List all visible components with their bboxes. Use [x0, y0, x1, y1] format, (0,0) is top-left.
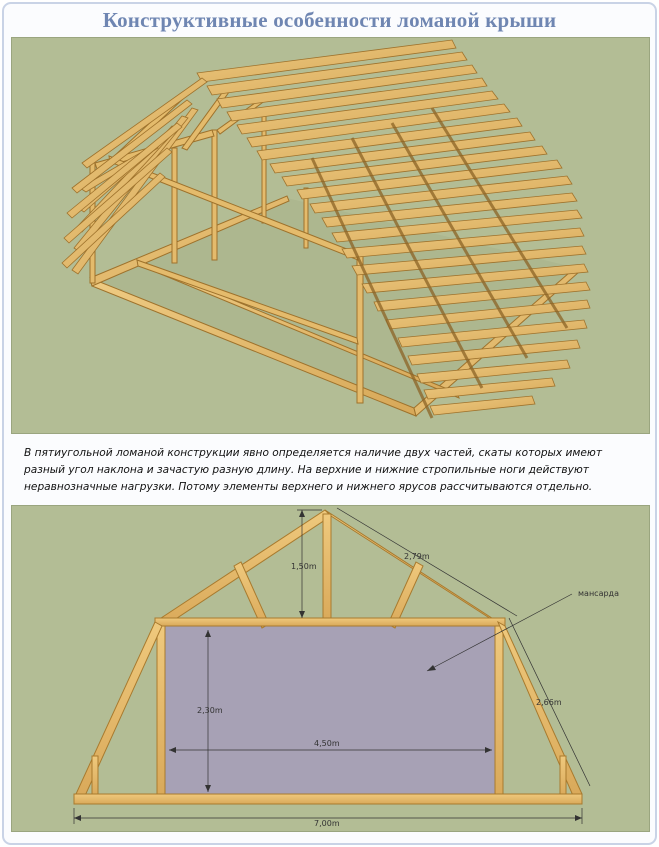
caption-line-1: В пятиугольной ломаной конструкции явно определяется наличие двух частей, скаты которых имеют: [24, 447, 603, 459]
room-height-label: 2,30m: [197, 706, 223, 715]
king-post: [323, 514, 331, 622]
knee-post-right: [560, 756, 566, 796]
room-width-label: 4,50m: [314, 739, 340, 748]
section-svg: [12, 506, 649, 831]
roof-section-drawing: [11, 505, 650, 832]
lower-rafter-left: [76, 622, 162, 798]
roof-3d-illustration: [11, 37, 650, 434]
total-width-label: 7,00m: [314, 819, 340, 828]
knee-post-left: [92, 756, 98, 796]
lower-rafter-label: 2,66m: [536, 698, 562, 707]
roof-3d-drawing: [12, 38, 649, 433]
caption-line-2: разный угол наклона и зачастую разную длину. На верхние и нижние стропильные ноги действуют: [24, 464, 589, 476]
ridge-height-label: 1,50m: [291, 562, 317, 571]
caption: [24, 445, 639, 496]
attic-label: мансарда: [578, 589, 619, 598]
lower-rafter-right: [498, 622, 582, 798]
caption-line-3: неравнозначные нагрузки. Потому элементы верхнего и нижнего ярусов рассчитываются отдельно.: [24, 481, 593, 493]
upper-rafter-label: 2,79m: [404, 552, 430, 561]
wall-post-left: [157, 626, 165, 796]
ceiling-tie: [155, 618, 505, 626]
wall-post-right: [495, 626, 503, 796]
floor-beam: [74, 794, 582, 804]
page-title: Конструктивные особенности ломаной крыши: [102, 8, 557, 32]
